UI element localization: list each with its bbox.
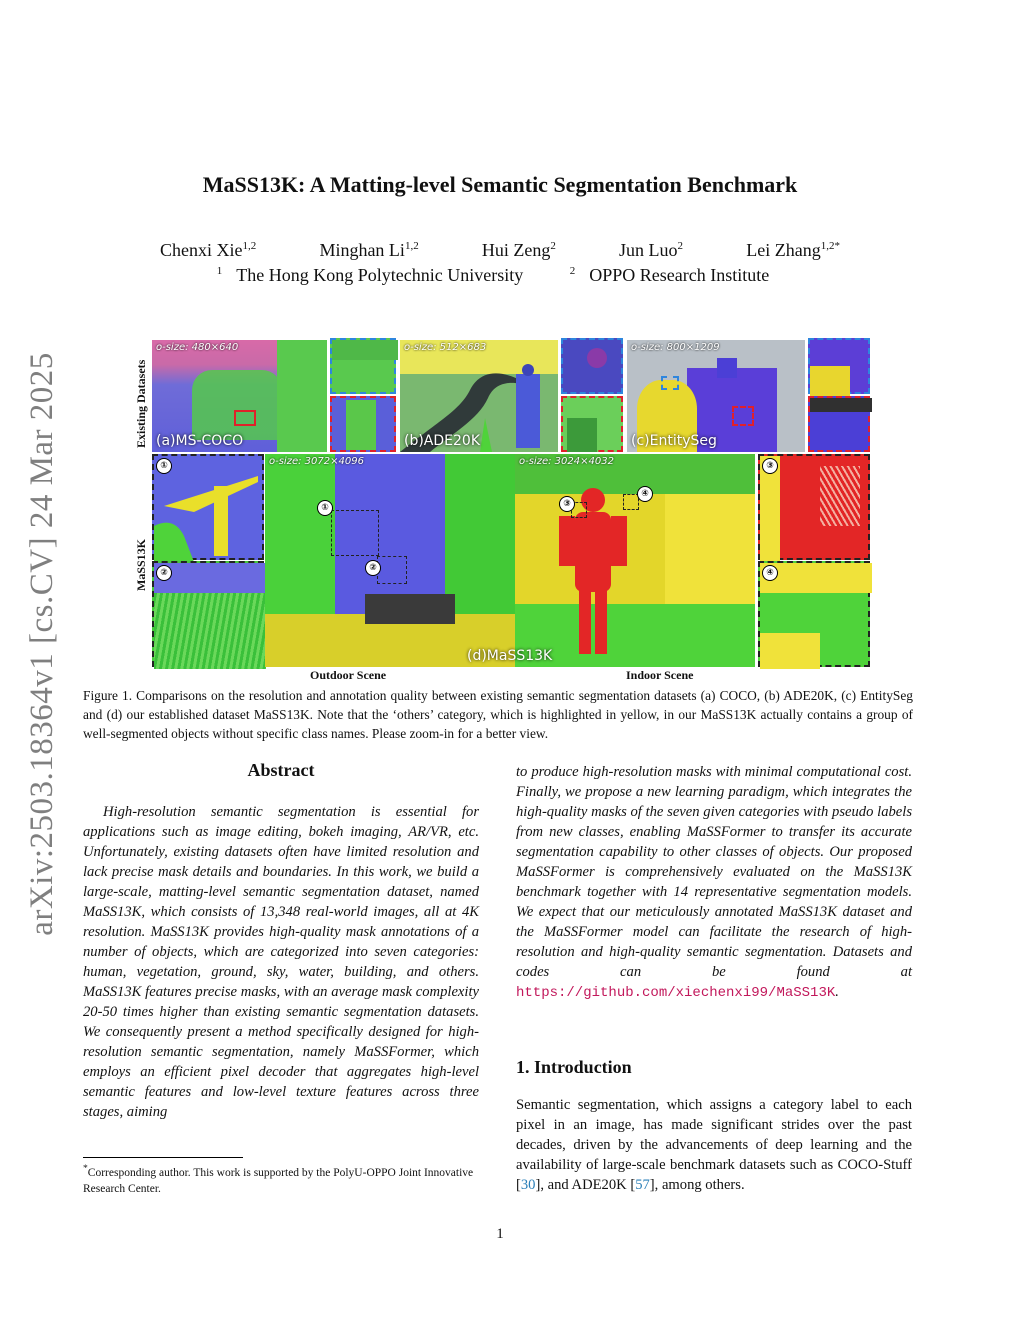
- row-label-existing: Existing Datasets: [134, 359, 148, 448]
- author: Minghan Li$^{1,2}$: [319, 240, 419, 260]
- page-number: 1: [496, 1226, 504, 1242]
- affiliation: $^2$ OPPO Research Institute: [569, 265, 770, 285]
- panel-label-coco: (a)MS-COCO: [156, 433, 244, 449]
- marker-4: ④: [762, 565, 778, 581]
- arxiv-stamp: arXiv:2503.18364v1 [cs.CV] 24 Mar 2025: [24, 352, 60, 936]
- zoom-indoor-4: [758, 561, 870, 667]
- panel-label-entity: (c)EntitySeg: [631, 433, 717, 449]
- marker-1: ①: [156, 458, 172, 474]
- affiliations: [0, 265, 1000, 286]
- zoom-entity-top: [808, 338, 870, 394]
- zoom-ade-bottom: [561, 396, 623, 452]
- row-label-mass: MaSS13K: [134, 538, 148, 591]
- zoom-indoor-3: [758, 454, 870, 560]
- scene-label-indoor: Indoor Scene: [626, 668, 694, 682]
- figure-caption: Figure 1. Comparisons on the resolution and annotation quality between existing semantic segmentation datasets (a) COCO, (b) ADE20K, (c) EntitySeg and (d) our established dataset MaSS13K. Note that the ‘others’ category, which is highlighted in yellow, in our MaSS13K actually contains a group of well-segmented objects without specific class names. Please zoom-in for a better view.: [83, 688, 913, 741]
- panel-label-ade: (b)ADE20K: [404, 433, 481, 449]
- panel-coco: [152, 340, 327, 452]
- crane-shape: [154, 456, 266, 562]
- footnote: *Corresponding author. This work is supported by the PolyU-OPPO Joint Innovative Research Center.: [83, 1163, 474, 1195]
- marker-3-main: ③: [559, 496, 575, 512]
- marker-2-main: ②: [365, 560, 381, 576]
- zoom-outdoor-2: [152, 561, 264, 667]
- osize-entity: o-size: 800×1209: [631, 342, 720, 353]
- panel-ade: [400, 340, 558, 452]
- intro-text: Semantic segmentation, which assigns a category label to each pixel in an image, has made significant strides over the past decades, driven by the advancements of deep learning and the availability of large-scale benchmark datasets such as COCO-Stuff [30], and ADE20K [57], among others.: [516, 1097, 912, 1193]
- marker-4-main: ④: [637, 486, 653, 502]
- human-silhouette: [515, 454, 755, 667]
- footnote-rule: [83, 1157, 243, 1158]
- osize-indoor: o-size: 3024×4032: [519, 456, 614, 467]
- affiliation: $^1$ The Hong Kong Polytechnic University: [216, 265, 524, 285]
- scene-label-outdoor: Outdoor Scene: [310, 668, 387, 682]
- paper-title: MaSS13K: A Matting-level Semantic Segmentation Benchmark: [202, 172, 798, 197]
- abstract-heading: Abstract: [247, 760, 315, 780]
- author: Jun Luo$^2$: [619, 240, 684, 260]
- zoom-ade-top: [561, 338, 623, 394]
- marker-2: ②: [156, 565, 172, 581]
- author-list: [160, 240, 840, 261]
- osize-ade: o-size: 512×683: [404, 342, 487, 353]
- author: Lei Zhang$^{1,2*}$: [746, 240, 840, 260]
- citation-30[interactable]: 30: [520, 1177, 536, 1193]
- panel-entity: [627, 340, 805, 452]
- abstract-left: High-resolution semantic segmentation is essential for applications such as image editing, bokeh imaging, AR/VR, etc. Unfortunately, existing datasets often have limited resolution and lack precise mask details and boundaries. In this work, we build a large-scale, matting-level semantic segmentation dataset, named MaSS13K, which consists of 13,348 real-world images, all at 4K resolution. MaSS13K provides high-quality mask annotations of a number of objects, which are categorized into seven categories: human, vegetation, ground, sky, water, building, and others. MaSS13K features precise masks, with an average mask complexity 20-50 times higher than existing semantic segmentation datasets. We consequently present a method specifically designed for high-resolution semantic segmentation, namely MaSSFormer, which employs an efficient pixel decoder that aggregates high-level semantic features and low-level texture features across three stages, aiming: [83, 804, 479, 1120]
- abstract-right: to produce high-resolution masks with minimal computational cost. Finally, we propose a new learning paradigm, which integrates the high-quality masks of the seven given categories with pseudo labels from new classes, enabling MaSSFormer to transfer its accurate segmentation capability to other classes of objects. Our proposed MaSSFormer is comprehensively evaluated on the MaSS13K benchmark together with 14 representative segmentation models. We expect that our meticulously annotated MaSS13K dataset and the MaSSFormer model can facilitate the research of high-resolution and high-quality semantic segmentation. Datasets and codes can be found at https://github.com/xiechenxi99/MaSS13K.: [516, 764, 912, 1001]
- author: Chenxi Xie$^{1,2}$: [160, 240, 257, 260]
- zoom-outdoor-1: [152, 454, 264, 560]
- zoom-coco-top: [330, 338, 396, 394]
- zoom-coco-bottom: [330, 396, 396, 452]
- marker-1-main: ①: [317, 500, 333, 516]
- panel-indoor: [467, 454, 755, 667]
- panel-label-mass: (d)MaSS13K: [467, 648, 553, 664]
- dataset-link[interactable]: https://github.com/xiechenxi99/MaSS13K: [516, 985, 836, 1001]
- author: Hui Zeng$^2$: [481, 240, 556, 260]
- intro-heading: 1. Introduction: [516, 1057, 632, 1077]
- figure-1: [132, 338, 872, 683]
- zoom-entity-bottom: [808, 396, 870, 452]
- panel-outdoor: [265, 454, 515, 667]
- marker-3: ③: [762, 458, 778, 474]
- osize-coco: o-size: 480×640: [156, 342, 239, 353]
- citation-57[interactable]: 57: [635, 1177, 650, 1193]
- osize-outdoor: o-size: 3072×4096: [269, 456, 364, 467]
